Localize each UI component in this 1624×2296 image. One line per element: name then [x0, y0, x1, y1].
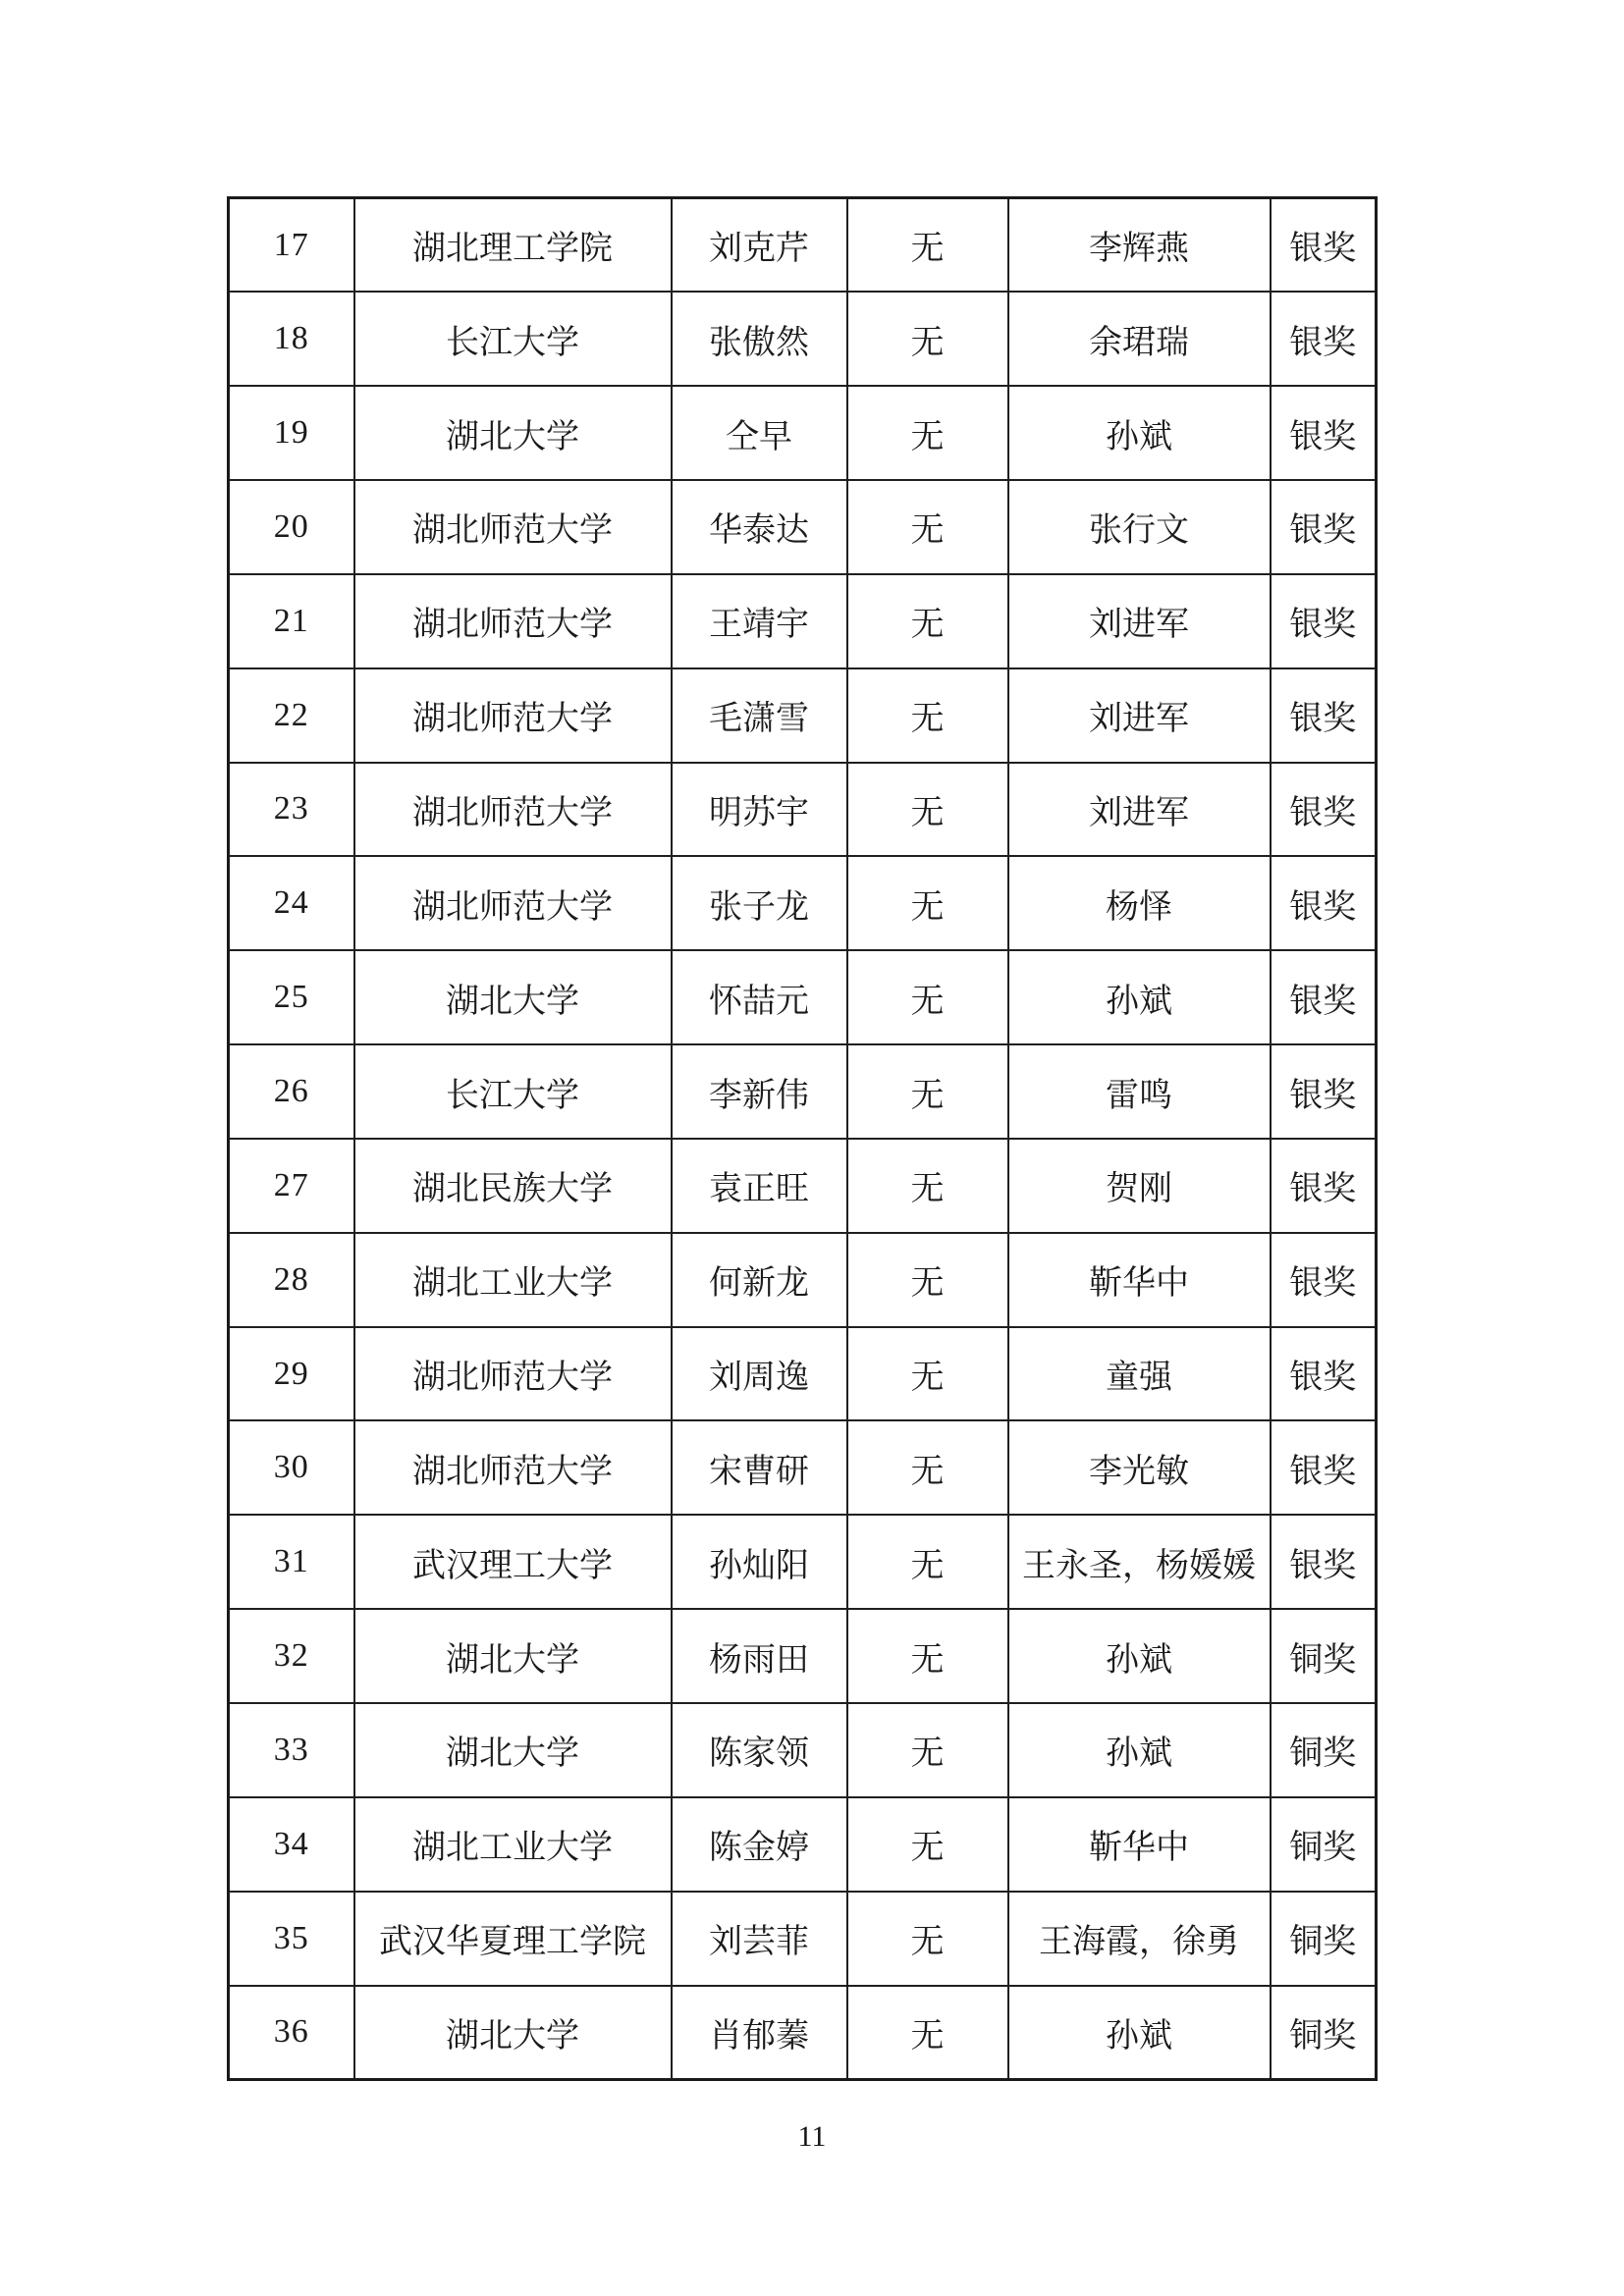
cell-university: 武汉华夏理工学院 [354, 1892, 672, 1986]
cell-none: 无 [847, 1609, 1008, 1703]
cell-advisor: 刘进军 [1008, 763, 1271, 857]
cell-university: 武汉理工大学 [354, 1515, 672, 1609]
table-row [229, 1703, 1377, 1797]
cell-serial: 21 [229, 574, 354, 668]
cell-award: 铜奖 [1271, 1892, 1377, 1986]
cell-none: 无 [847, 574, 1008, 668]
cell-none: 无 [847, 763, 1008, 857]
cell-none: 无 [847, 856, 1008, 950]
cell-advisor: 孙斌 [1008, 386, 1271, 480]
cell-none: 无 [847, 668, 1008, 763]
table-row [229, 1233, 1377, 1327]
cell-none: 无 [847, 1986, 1008, 2080]
cell-none: 无 [847, 198, 1008, 293]
cell-award: 银奖 [1271, 1515, 1377, 1609]
cell-none: 无 [847, 1327, 1008, 1421]
cell-student: 肖郁蓁 [672, 1986, 847, 2080]
cell-university: 湖北师范大学 [354, 1420, 672, 1515]
cell-award: 银奖 [1271, 763, 1377, 857]
table-row [229, 856, 1377, 950]
cell-none: 无 [847, 292, 1008, 386]
cell-serial: 22 [229, 668, 354, 763]
cell-serial: 26 [229, 1044, 354, 1139]
table-row [229, 950, 1377, 1044]
cell-student: 孙灿阳 [672, 1515, 847, 1609]
table-row [229, 1139, 1377, 1233]
cell-advisor: 靳华中 [1008, 1233, 1271, 1327]
cell-advisor: 贺刚 [1008, 1139, 1271, 1233]
cell-serial: 30 [229, 1420, 354, 1515]
cell-serial: 17 [229, 198, 354, 293]
cell-serial: 36 [229, 1986, 354, 2080]
table-row [229, 198, 1377, 293]
cell-none: 无 [847, 386, 1008, 480]
cell-student: 怀喆元 [672, 950, 847, 1044]
cell-serial: 19 [229, 386, 354, 480]
cell-none: 无 [847, 1044, 1008, 1139]
cell-student: 仝早 [672, 386, 847, 480]
table-row [229, 1797, 1377, 1892]
cell-award: 铜奖 [1271, 1797, 1377, 1892]
cell-university: 湖北大学 [354, 1703, 672, 1797]
cell-serial: 34 [229, 1797, 354, 1892]
cell-advisor: 雷鸣 [1008, 1044, 1271, 1139]
cell-award: 银奖 [1271, 292, 1377, 386]
cell-award: 银奖 [1271, 574, 1377, 668]
cell-advisor: 童强 [1008, 1327, 1271, 1421]
table-row [229, 480, 1377, 574]
cell-university: 湖北民族大学 [354, 1139, 672, 1233]
cell-advisor: 李辉燕 [1008, 198, 1271, 293]
cell-advisor: 杨怿 [1008, 856, 1271, 950]
cell-university: 长江大学 [354, 1044, 672, 1139]
cell-none: 无 [847, 1420, 1008, 1515]
cell-student: 李新伟 [672, 1044, 847, 1139]
cell-serial: 29 [229, 1327, 354, 1421]
cell-advisor: 孙斌 [1008, 1703, 1271, 1797]
cell-student: 袁正旺 [672, 1139, 847, 1233]
cell-award: 银奖 [1271, 856, 1377, 950]
cell-none: 无 [847, 480, 1008, 574]
cell-university: 湖北理工学院 [354, 198, 672, 293]
cell-none: 无 [847, 950, 1008, 1044]
cell-none: 无 [847, 1797, 1008, 1892]
cell-student: 张子龙 [672, 856, 847, 950]
cell-serial: 33 [229, 1703, 354, 1797]
cell-serial: 25 [229, 950, 354, 1044]
cell-serial: 27 [229, 1139, 354, 1233]
table-row [229, 1609, 1377, 1703]
cell-serial: 23 [229, 763, 354, 857]
cell-university: 湖北师范大学 [354, 1327, 672, 1421]
cell-student: 陈金婷 [672, 1797, 847, 1892]
cell-university: 湖北大学 [354, 1609, 672, 1703]
award-table [227, 196, 1378, 2081]
table-row [229, 386, 1377, 480]
table-row [229, 1420, 1377, 1515]
cell-advisor: 孙斌 [1008, 950, 1271, 1044]
cell-award: 铜奖 [1271, 1609, 1377, 1703]
cell-university: 长江大学 [354, 292, 672, 386]
table-row [229, 574, 1377, 668]
cell-advisor: 孙斌 [1008, 1986, 1271, 2080]
cell-serial: 24 [229, 856, 354, 950]
cell-none: 无 [847, 1892, 1008, 1986]
award-table-body [229, 198, 1377, 2080]
cell-serial: 18 [229, 292, 354, 386]
cell-advisor: 王永圣，杨媛媛 [1008, 1515, 1271, 1609]
cell-award: 银奖 [1271, 198, 1377, 293]
table-row [229, 1327, 1377, 1421]
cell-student: 刘芸菲 [672, 1892, 847, 1986]
cell-award: 银奖 [1271, 950, 1377, 1044]
cell-student: 刘周逸 [672, 1327, 847, 1421]
cell-student: 华泰达 [672, 480, 847, 574]
cell-advisor: 刘进军 [1008, 668, 1271, 763]
cell-none: 无 [847, 1515, 1008, 1609]
cell-award: 银奖 [1271, 1044, 1377, 1139]
cell-student: 王靖宇 [672, 574, 847, 668]
cell-advisor: 余珺瑞 [1008, 292, 1271, 386]
cell-student: 刘克芹 [672, 198, 847, 293]
cell-student: 明苏宇 [672, 763, 847, 857]
cell-student: 杨雨田 [672, 1609, 847, 1703]
cell-student: 何新龙 [672, 1233, 847, 1327]
table-row [229, 1986, 1377, 2080]
cell-university: 湖北师范大学 [354, 856, 672, 950]
table-row [229, 292, 1377, 386]
cell-none: 无 [847, 1233, 1008, 1327]
cell-advisor: 孙斌 [1008, 1609, 1271, 1703]
cell-award: 银奖 [1271, 1327, 1377, 1421]
cell-university: 湖北大学 [354, 1986, 672, 2080]
cell-university: 湖北师范大学 [354, 480, 672, 574]
cell-university: 湖北工业大学 [354, 1797, 672, 1892]
cell-student: 张傲然 [672, 292, 847, 386]
cell-advisor: 张行文 [1008, 480, 1271, 574]
table-row [229, 1515, 1377, 1609]
cell-university: 湖北大学 [354, 950, 672, 1044]
cell-none: 无 [847, 1703, 1008, 1797]
cell-advisor: 刘进军 [1008, 574, 1271, 668]
cell-advisor: 靳华中 [1008, 1797, 1271, 1892]
cell-university: 湖北大学 [354, 386, 672, 480]
cell-student: 宋曹研 [672, 1420, 847, 1515]
cell-serial: 35 [229, 1892, 354, 1986]
page-number: 11 [797, 2120, 827, 2153]
table-row [229, 668, 1377, 763]
cell-award: 银奖 [1271, 668, 1377, 763]
cell-serial: 20 [229, 480, 354, 574]
cell-none: 无 [847, 1139, 1008, 1233]
cell-serial: 32 [229, 1609, 354, 1703]
table-row [229, 1044, 1377, 1139]
cell-award: 铜奖 [1271, 1703, 1377, 1797]
cell-award: 银奖 [1271, 1139, 1377, 1233]
cell-award: 铜奖 [1271, 1986, 1377, 2080]
cell-serial: 31 [229, 1515, 354, 1609]
cell-university: 湖北师范大学 [354, 763, 672, 857]
cell-student: 陈家领 [672, 1703, 847, 1797]
cell-award: 银奖 [1271, 1420, 1377, 1515]
cell-serial: 28 [229, 1233, 354, 1327]
cell-advisor: 王海霞，徐勇 [1008, 1892, 1271, 1986]
cell-award: 银奖 [1271, 386, 1377, 480]
cell-university: 湖北师范大学 [354, 668, 672, 763]
table-row [229, 763, 1377, 857]
cell-university: 湖北师范大学 [354, 574, 672, 668]
cell-student: 毛潇雪 [672, 668, 847, 763]
cell-university: 湖北工业大学 [354, 1233, 672, 1327]
cell-award: 银奖 [1271, 480, 1377, 574]
cell-award: 银奖 [1271, 1233, 1377, 1327]
table-row [229, 1892, 1377, 1986]
cell-advisor: 李光敏 [1008, 1420, 1271, 1515]
